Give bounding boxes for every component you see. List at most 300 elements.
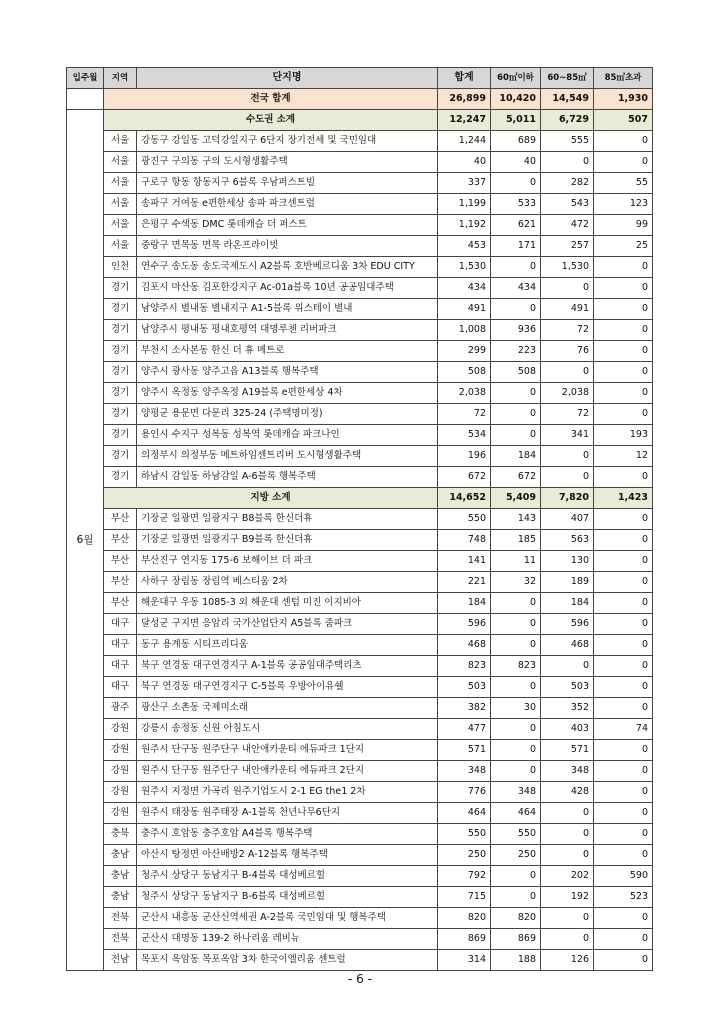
table-row xyxy=(67,761,653,782)
mid-cell: 407 xyxy=(541,509,594,530)
over85-cell: 0 xyxy=(594,614,653,635)
header-over85: 85㎡초과 xyxy=(594,68,653,89)
under60-cell: 0 xyxy=(491,593,541,614)
complex-name-cell: 중랑구 면목동 면목 라온프라이빗 xyxy=(137,236,438,257)
national-over85: 1,930 xyxy=(594,89,653,110)
total-cell: 314 xyxy=(438,950,491,971)
over85-cell: 0 xyxy=(594,824,653,845)
table-row xyxy=(67,341,653,362)
complex-name-cell: 남양주시 평내동 평내호평역 대명루첸 리버파크 xyxy=(137,320,438,341)
under60-cell: 672 xyxy=(491,467,541,488)
total-cell: 776 xyxy=(438,782,491,803)
total-cell: 72 xyxy=(438,404,491,425)
table-row xyxy=(67,551,653,572)
table-row xyxy=(67,698,653,719)
table-row xyxy=(67,299,653,320)
over85-cell: 193 xyxy=(594,425,653,446)
local-summary-row xyxy=(67,488,653,509)
capital-summary-row xyxy=(67,110,653,131)
complex-name-cell: 송파구 거여동 e편한세상 송파 파크센트럴 xyxy=(137,194,438,215)
complex-name-cell: 청주시 상당구 동남지구 B-6블록 대성베르힐 xyxy=(137,887,438,908)
region-cell: 경기 xyxy=(104,446,137,467)
mid-cell: 341 xyxy=(541,425,594,446)
region-cell: 서울 xyxy=(104,236,137,257)
under60-cell: 223 xyxy=(491,341,541,362)
month-blank-cell xyxy=(67,89,104,110)
region-cell: 부산 xyxy=(104,551,137,572)
over85-cell: 0 xyxy=(594,383,653,404)
national-label: 전국 합계 xyxy=(104,89,438,110)
national-summary-row xyxy=(67,89,653,110)
table-row xyxy=(67,131,653,152)
header-row xyxy=(67,68,653,89)
under60-cell: 0 xyxy=(491,719,541,740)
complex-name-cell: 연수구 송도동 송도국제도시 A2블록 호반베르디움 3차 EDU CITY xyxy=(137,257,438,278)
mid-cell: 596 xyxy=(541,614,594,635)
region-cell: 전북 xyxy=(104,908,137,929)
table-row xyxy=(67,740,653,761)
mid-cell: 352 xyxy=(541,698,594,719)
over85-cell: 0 xyxy=(594,782,653,803)
header-under60: 60㎡이하 xyxy=(491,68,541,89)
table-row xyxy=(67,467,653,488)
mid-cell: 2,038 xyxy=(541,383,594,404)
complex-name-cell: 군산시 대명동 139-2 하나리움 레비뉴 xyxy=(137,929,438,950)
over85-cell: 0 xyxy=(594,635,653,656)
complex-name-cell: 광산구 소촌동 국제미소래 xyxy=(137,698,438,719)
table-row xyxy=(67,509,653,530)
complex-name-cell: 용인시 수지구 성복동 성복역 롯데캐슬 파크나인 xyxy=(137,425,438,446)
complex-name-cell: 구로구 항동 항동지구 6블록 우남퍼스트빌 xyxy=(137,173,438,194)
over85-cell: 0 xyxy=(594,341,653,362)
local-over85: 1,423 xyxy=(594,488,653,509)
complex-name-cell: 기장군 일광면 일광지구 B9블록 한신더휴 xyxy=(137,530,438,551)
complex-name-cell: 해운대구 우동 1085-3 외 해운대 센텀 미진 이지비아 xyxy=(137,593,438,614)
under60-cell: 0 xyxy=(491,761,541,782)
region-cell: 부산 xyxy=(104,593,137,614)
header-month: 입주월 xyxy=(67,68,104,89)
region-cell: 경기 xyxy=(104,299,137,320)
table-row xyxy=(67,572,653,593)
total-cell: 221 xyxy=(438,572,491,593)
under60-cell: 11 xyxy=(491,551,541,572)
over85-cell: 0 xyxy=(594,572,653,593)
table-row xyxy=(67,425,653,446)
over85-cell: 0 xyxy=(594,404,653,425)
under60-cell: 464 xyxy=(491,803,541,824)
table-row xyxy=(67,908,653,929)
total-cell: 250 xyxy=(438,845,491,866)
table-row xyxy=(67,803,653,824)
total-cell: 477 xyxy=(438,719,491,740)
region-cell: 강원 xyxy=(104,782,137,803)
total-cell: 508 xyxy=(438,362,491,383)
table-row xyxy=(67,236,653,257)
under60-cell: 533 xyxy=(491,194,541,215)
table-row xyxy=(67,719,653,740)
over85-cell: 0 xyxy=(594,131,653,152)
total-cell: 491 xyxy=(438,299,491,320)
under60-cell: 0 xyxy=(491,404,541,425)
region-cell: 대구 xyxy=(104,614,137,635)
total-cell: 820 xyxy=(438,908,491,929)
total-cell: 382 xyxy=(438,698,491,719)
total-cell: 1,192 xyxy=(438,215,491,236)
under60-cell: 434 xyxy=(491,278,541,299)
region-cell: 서울 xyxy=(104,173,137,194)
total-cell: 748 xyxy=(438,530,491,551)
mid-cell: 0 xyxy=(541,362,594,383)
mid-cell: 282 xyxy=(541,173,594,194)
under60-cell: 0 xyxy=(491,677,541,698)
region-cell: 전북 xyxy=(104,929,137,950)
mid-cell: 348 xyxy=(541,761,594,782)
over85-cell: 0 xyxy=(594,845,653,866)
under60-cell: 0 xyxy=(491,614,541,635)
mid-cell: 468 xyxy=(541,635,594,656)
under60-cell: 0 xyxy=(491,257,541,278)
total-cell: 1,199 xyxy=(438,194,491,215)
mid-cell: 0 xyxy=(541,845,594,866)
complex-name-cell: 동구 용계동 시티프리디움 xyxy=(137,635,438,656)
mid-cell: 0 xyxy=(541,446,594,467)
under60-cell: 171 xyxy=(491,236,541,257)
under60-cell: 188 xyxy=(491,950,541,971)
total-cell: 672 xyxy=(438,467,491,488)
under60-cell: 621 xyxy=(491,215,541,236)
region-cell: 경기 xyxy=(104,467,137,488)
national-under60: 10,420 xyxy=(491,89,541,110)
table-row xyxy=(67,173,653,194)
local-under60: 5,409 xyxy=(491,488,541,509)
over85-cell: 0 xyxy=(594,929,653,950)
over85-cell: 123 xyxy=(594,194,653,215)
mid-cell: 491 xyxy=(541,299,594,320)
under60-cell: 40 xyxy=(491,152,541,173)
mid-cell: 126 xyxy=(541,950,594,971)
header-name: 단지명 xyxy=(137,68,438,89)
table-row xyxy=(67,257,653,278)
national-total: 26,899 xyxy=(438,89,491,110)
page-number: - 6 - xyxy=(348,972,372,986)
mid-cell: 0 xyxy=(541,152,594,173)
region-cell: 충남 xyxy=(104,887,137,908)
under60-cell: 0 xyxy=(491,887,541,908)
under60-cell: 0 xyxy=(491,425,541,446)
table-row xyxy=(67,362,653,383)
local-total: 14,652 xyxy=(438,488,491,509)
region-cell: 서울 xyxy=(104,131,137,152)
table-row xyxy=(67,950,653,971)
under60-cell: 184 xyxy=(491,446,541,467)
under60-cell: 823 xyxy=(491,656,541,677)
under60-cell: 30 xyxy=(491,698,541,719)
under60-cell: 689 xyxy=(491,131,541,152)
mid-cell: 0 xyxy=(541,929,594,950)
over85-cell: 0 xyxy=(594,656,653,677)
complex-name-cell: 원주시 단구동 원주단구 내안애카운티 에듀파크 1단지 xyxy=(137,740,438,761)
under60-cell: 0 xyxy=(491,740,541,761)
local-mid: 7,820 xyxy=(541,488,594,509)
over85-cell: 0 xyxy=(594,761,653,782)
complex-name-cell: 군산시 내흥동 군산신역세권 A-2블록 국민임대 및 행복주택 xyxy=(137,908,438,929)
total-cell: 434 xyxy=(438,278,491,299)
region-cell: 경기 xyxy=(104,383,137,404)
table-row xyxy=(67,530,653,551)
mid-cell: 472 xyxy=(541,215,594,236)
region-cell: 부산 xyxy=(104,572,137,593)
region-cell: 부산 xyxy=(104,530,137,551)
total-cell: 550 xyxy=(438,824,491,845)
under60-cell: 820 xyxy=(491,908,541,929)
table-row xyxy=(67,866,653,887)
total-cell: 468 xyxy=(438,635,491,656)
mid-cell: 403 xyxy=(541,719,594,740)
total-cell: 550 xyxy=(438,509,491,530)
under60-cell: 936 xyxy=(491,320,541,341)
total-cell: 1,244 xyxy=(438,131,491,152)
under60-cell: 869 xyxy=(491,929,541,950)
total-cell: 1,530 xyxy=(438,257,491,278)
mid-cell: 555 xyxy=(541,131,594,152)
over85-cell: 0 xyxy=(594,152,653,173)
region-cell: 광주 xyxy=(104,698,137,719)
total-cell: 1,008 xyxy=(438,320,491,341)
table-row xyxy=(67,656,653,677)
region-cell: 경기 xyxy=(104,362,137,383)
month-cell: 6월 xyxy=(67,110,104,971)
complex-name-cell: 강릉시 송정동 신원 아침도시 xyxy=(137,719,438,740)
mid-cell: 257 xyxy=(541,236,594,257)
table-row xyxy=(67,614,653,635)
total-cell: 869 xyxy=(438,929,491,950)
under60-cell: 250 xyxy=(491,845,541,866)
table-row xyxy=(67,887,653,908)
total-cell: 184 xyxy=(438,593,491,614)
over85-cell: 55 xyxy=(594,173,653,194)
over85-cell: 0 xyxy=(594,509,653,530)
complex-name-cell: 남양주시 별내동 별내지구 A1-5블록 위스테이 별내 xyxy=(137,299,438,320)
region-cell: 강원 xyxy=(104,803,137,824)
table-body xyxy=(67,89,653,971)
complex-name-cell: 양주시 광사동 양주고읍 A13블록 행복주택 xyxy=(137,362,438,383)
complex-name-cell: 양주시 옥정동 양주옥정 A19블록 e편한세상 4차 xyxy=(137,383,438,404)
region-cell: 경기 xyxy=(104,320,137,341)
under60-cell: 0 xyxy=(491,635,541,656)
complex-name-cell: 부산진구 연지동 175-6 보해이브 더 파크 xyxy=(137,551,438,572)
complex-name-cell: 사하구 장림동 장림역 베스티움 2차 xyxy=(137,572,438,593)
table-row xyxy=(67,152,653,173)
region-cell: 경기 xyxy=(104,278,137,299)
complex-name-cell: 하남시 감일동 하남감일 A-6블록 행복주택 xyxy=(137,467,438,488)
region-cell: 대구 xyxy=(104,635,137,656)
total-cell: 453 xyxy=(438,236,491,257)
mid-cell: 571 xyxy=(541,740,594,761)
complex-name-cell: 부천시 소사본동 한신 더 휴 메트로 xyxy=(137,341,438,362)
mid-cell: 0 xyxy=(541,824,594,845)
table-row xyxy=(67,845,653,866)
complex-name-cell: 강동구 강일동 고덕강일지구 6단지 장기전세 및 국민임대 xyxy=(137,131,438,152)
mid-cell: 72 xyxy=(541,404,594,425)
total-cell: 141 xyxy=(438,551,491,572)
over85-cell: 0 xyxy=(594,362,653,383)
region-cell: 충남 xyxy=(104,845,137,866)
over85-cell: 523 xyxy=(594,887,653,908)
complex-name-cell: 아산시 탕정면 아산배방2 A-12블록 행복주택 xyxy=(137,845,438,866)
mid-cell: 192 xyxy=(541,887,594,908)
over85-cell: 74 xyxy=(594,719,653,740)
mid-cell: 428 xyxy=(541,782,594,803)
over85-cell: 0 xyxy=(594,950,653,971)
complex-name-cell: 북구 연경동 대구연경지구 C-5블록 우방아이유쉘 xyxy=(137,677,438,698)
over85-cell: 0 xyxy=(594,530,653,551)
complex-name-cell: 목포시 옥암동 목포옥암 3차 한국이엘리움 센트럴 xyxy=(137,950,438,971)
complex-name-cell: 은평구 수색동 DMC 롯데캐슬 더 퍼스트 xyxy=(137,215,438,236)
mid-cell: 0 xyxy=(541,908,594,929)
region-cell: 강원 xyxy=(104,761,137,782)
table-row xyxy=(67,677,653,698)
complex-name-cell: 원주시 태장동 원주태장 A-1블록 천년나무6단지 xyxy=(137,803,438,824)
region-cell: 서울 xyxy=(104,194,137,215)
total-cell: 792 xyxy=(438,866,491,887)
table-row xyxy=(67,320,653,341)
capital-over85: 507 xyxy=(594,110,653,131)
total-cell: 2,038 xyxy=(438,383,491,404)
complex-name-cell: 청주시 상당구 동남지구 B-4블록 대성베르힐 xyxy=(137,866,438,887)
region-cell: 서울 xyxy=(104,152,137,173)
table-row xyxy=(67,824,653,845)
header-total: 합계 xyxy=(438,68,491,89)
over85-cell: 0 xyxy=(594,257,653,278)
capital-under60: 5,011 xyxy=(491,110,541,131)
total-cell: 299 xyxy=(438,341,491,362)
complex-name-cell: 북구 연경동 대구연경지구 A-1블록 공공임대주택리츠 xyxy=(137,656,438,677)
mid-cell: 0 xyxy=(541,278,594,299)
capital-label: 수도권 소계 xyxy=(104,110,438,131)
total-cell: 715 xyxy=(438,887,491,908)
total-cell: 464 xyxy=(438,803,491,824)
capital-total: 12,247 xyxy=(438,110,491,131)
over85-cell: 12 xyxy=(594,446,653,467)
mid-cell: 503 xyxy=(541,677,594,698)
over85-cell: 0 xyxy=(594,278,653,299)
complex-name-cell: 김포시 마산동 김포한강지구 Ac-01a블록 10년 공공임대주택 xyxy=(137,278,438,299)
region-cell: 부산 xyxy=(104,509,137,530)
over85-cell: 0 xyxy=(594,803,653,824)
over85-cell: 0 xyxy=(594,908,653,929)
mid-cell: 563 xyxy=(541,530,594,551)
over85-cell: 99 xyxy=(594,215,653,236)
total-cell: 503 xyxy=(438,677,491,698)
local-label: 지방 소계 xyxy=(104,488,438,509)
under60-cell: 32 xyxy=(491,572,541,593)
under60-cell: 0 xyxy=(491,299,541,320)
table-row xyxy=(67,194,653,215)
complex-name-cell: 원주시 지정면 가곡리 원주기업도시 2-1 EG the1 2차 xyxy=(137,782,438,803)
mid-cell: 0 xyxy=(541,803,594,824)
region-cell: 전남 xyxy=(104,950,137,971)
over85-cell: 0 xyxy=(594,467,653,488)
region-cell: 강원 xyxy=(104,740,137,761)
over85-cell: 590 xyxy=(594,866,653,887)
region-cell: 충남 xyxy=(104,866,137,887)
total-cell: 40 xyxy=(438,152,491,173)
mid-cell: 0 xyxy=(541,467,594,488)
under60-cell: 0 xyxy=(491,173,541,194)
complex-name-cell: 달성군 구지면 응암리 국가산업단지 A5블록 줌파크 xyxy=(137,614,438,635)
mid-cell: 1,530 xyxy=(541,257,594,278)
mid-cell: 543 xyxy=(541,194,594,215)
complex-name-cell: 기장군 일광면 일광지구 B8블록 한신더휴 xyxy=(137,509,438,530)
table-row xyxy=(67,404,653,425)
mid-cell: 184 xyxy=(541,593,594,614)
table-row xyxy=(67,383,653,404)
total-cell: 596 xyxy=(438,614,491,635)
header-mid: 60~85㎡ xyxy=(541,68,594,89)
total-cell: 823 xyxy=(438,656,491,677)
mid-cell: 0 xyxy=(541,656,594,677)
under60-cell: 185 xyxy=(491,530,541,551)
under60-cell: 143 xyxy=(491,509,541,530)
mid-cell: 76 xyxy=(541,341,594,362)
table-row xyxy=(67,635,653,656)
complex-name-cell: 충주시 호암동 충주호암 A4블록 행복주택 xyxy=(137,824,438,845)
table-row xyxy=(67,593,653,614)
capital-mid: 6,729 xyxy=(541,110,594,131)
total-cell: 534 xyxy=(438,425,491,446)
region-cell: 대구 xyxy=(104,656,137,677)
mid-cell: 189 xyxy=(541,572,594,593)
over85-cell: 0 xyxy=(594,320,653,341)
region-cell: 서울 xyxy=(104,215,137,236)
header-region: 지역 xyxy=(104,68,137,89)
table-row xyxy=(67,782,653,803)
region-cell: 경기 xyxy=(104,425,137,446)
complex-name-cell: 양평군 용문면 다문리 325-24 (주택명미정) xyxy=(137,404,438,425)
total-cell: 196 xyxy=(438,446,491,467)
under60-cell: 0 xyxy=(491,866,541,887)
mid-cell: 130 xyxy=(541,551,594,572)
total-cell: 348 xyxy=(438,761,491,782)
table-row xyxy=(67,446,653,467)
region-cell: 인천 xyxy=(104,257,137,278)
region-cell: 대구 xyxy=(104,677,137,698)
complex-name-cell: 원주시 단구동 원주단구 내안애카운티 에듀파크 2단지 xyxy=(137,761,438,782)
total-cell: 337 xyxy=(438,173,491,194)
mid-cell: 202 xyxy=(541,866,594,887)
under60-cell: 0 xyxy=(491,383,541,404)
region-cell: 강원 xyxy=(104,719,137,740)
over85-cell: 0 xyxy=(594,299,653,320)
complex-name-cell: 의정부시 의정부동 메트하임센트리버 도시형생활주택 xyxy=(137,446,438,467)
region-cell: 충북 xyxy=(104,824,137,845)
mid-cell: 72 xyxy=(541,320,594,341)
table-row xyxy=(67,215,653,236)
under60-cell: 550 xyxy=(491,824,541,845)
region-cell: 경기 xyxy=(104,404,137,425)
table-row xyxy=(67,929,653,950)
under60-cell: 348 xyxy=(491,782,541,803)
total-cell: 571 xyxy=(438,740,491,761)
complex-name-cell: 광진구 구의동 구의 도시형생활주택 xyxy=(137,152,438,173)
national-mid: 14,549 xyxy=(541,89,594,110)
region-cell: 경기 xyxy=(104,341,137,362)
table-row xyxy=(67,278,653,299)
over85-cell: 0 xyxy=(594,740,653,761)
over85-cell: 0 xyxy=(594,551,653,572)
over85-cell: 0 xyxy=(594,677,653,698)
over85-cell: 0 xyxy=(594,698,653,719)
